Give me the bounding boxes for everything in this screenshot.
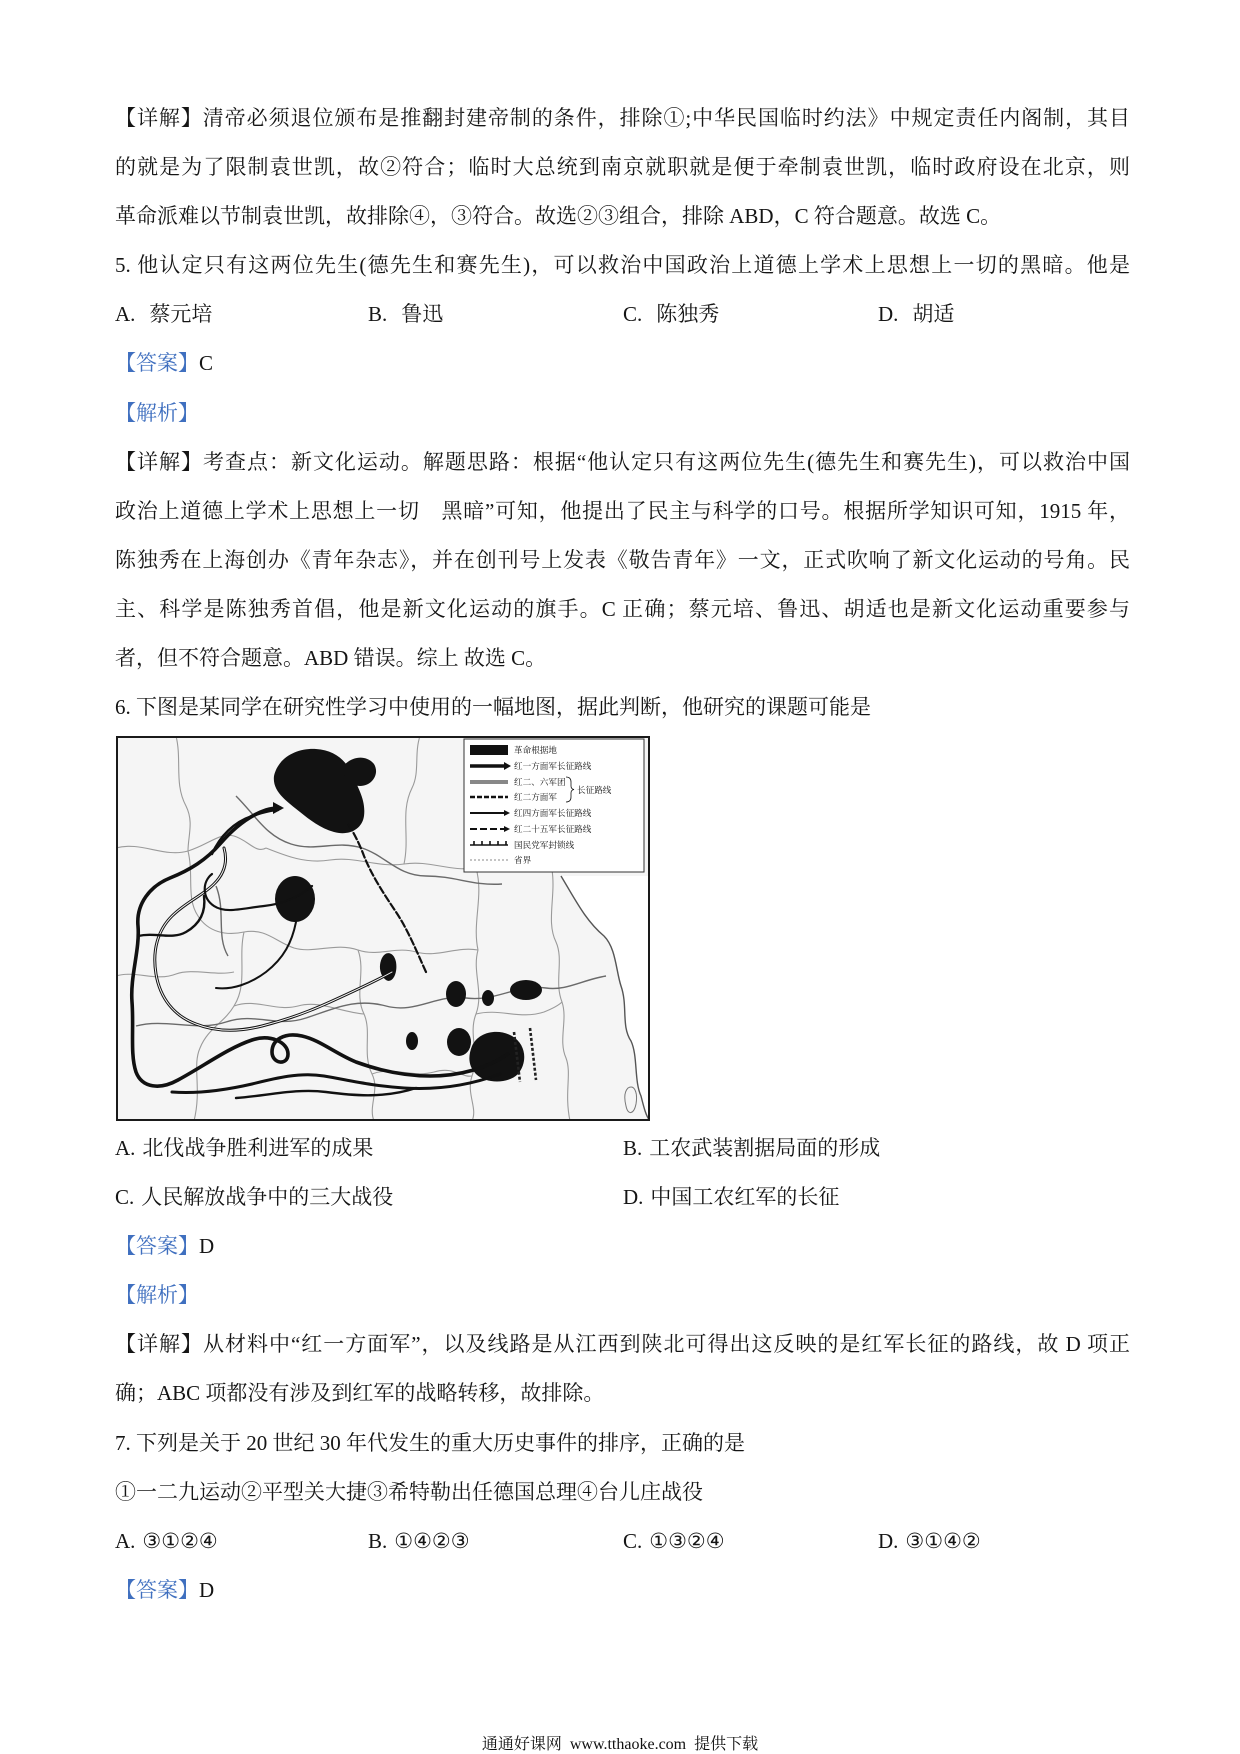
legend-label: 红二十五军长征路线 [514, 824, 592, 834]
q6-detail-line: 【详解】从材料中“红一方面军”，以及线路是从江西到陕北可得出这反映的是红军长征的路线，故 D 项正 [115, 1332, 1130, 1356]
q5-analysis-heading [115, 398, 1130, 428]
legend-box [464, 739, 644, 872]
analysis-label: 【解析】 [115, 1283, 199, 1307]
option-label: B. [368, 1529, 388, 1553]
option-label: D. [623, 1185, 644, 1209]
q5-detail-line: 陈独秀在上海创办《青年杂志》，并在创刊号上发表《敬告青年》一文，正式吹响了新文化运动的号角。民 [115, 548, 1130, 572]
option-text: ③①②④ [142, 1529, 218, 1553]
q7-option-b [368, 1526, 470, 1556]
legend-swatch-base-area [470, 745, 508, 755]
option-text: ①④②③ [394, 1529, 470, 1553]
revolutionary-base-area [446, 981, 466, 1007]
q4-detail-line: 【详解】清帝必须退位颁布是推翻封建帝制的条件，排除①;中华民国临时约法》中规定责任内阁制，其目 [115, 106, 1130, 130]
option-text: 胡适 [912, 302, 955, 326]
q4-detail-line: 革命派难以节制袁世凯，故排除④，③符合。故选②③组合，排除 ABD，C 符合题意。故选 C。 [115, 204, 1002, 228]
revolutionary-base-area [482, 990, 494, 1006]
answer-value: D [199, 1578, 215, 1602]
option-text: ①③②④ [649, 1529, 725, 1553]
answer-value: D [199, 1234, 215, 1258]
q5-answer [115, 348, 1130, 378]
option-label: D. [878, 1529, 899, 1553]
option-text: 人民解放战争中的三大战役 [141, 1185, 394, 1209]
legend-label: 国民党军封锁线 [514, 840, 575, 850]
answer-label: 【答案】 [115, 1234, 199, 1258]
legend-brace-label: 长征路线 [577, 785, 612, 795]
option-label: B. [368, 302, 388, 326]
option-label: C. [623, 1529, 643, 1553]
option-label: B. [623, 1136, 643, 1160]
q6-option-a [115, 1133, 373, 1163]
q6-option-d [623, 1182, 839, 1212]
q5-detail-line: 者，但不符合题意。ABD 错误。综上 故选 C。 [115, 646, 547, 670]
q6-option-b [623, 1133, 880, 1163]
option-label: A. [115, 1136, 136, 1160]
option-label: A. [115, 1529, 136, 1553]
q5-detail-line: 【详解】考查点：新文化运动。解题思路：根据“他认定只有这两位先生(德先生和赛先生)，可以救治中国 [115, 450, 1130, 474]
q7-answer [115, 1575, 1130, 1605]
revolutionary-base-area [275, 876, 315, 922]
option-label: C. [115, 1185, 135, 1209]
q7-stem: 7. 下列是关于 20 世纪 30 年代发生的重大历史事件的排序，正确的是 [115, 1431, 745, 1455]
map-legend [464, 739, 644, 872]
option-text: 中国工农红军的长征 [650, 1185, 840, 1209]
option-label: C. [623, 302, 643, 326]
option-text: 陈独秀 [656, 302, 720, 326]
q7-events: ①一二九运动②平型关大捷③希特勒出任德国总理④台儿庄战役 [115, 1480, 703, 1504]
q6-option-c [115, 1182, 393, 1212]
q5-detail-line: 主、科学是陈独秀首倡，他是新文化运动的旗手。C 正确；蔡元培、鲁迅、胡适也是新文化运动重要参与 [115, 597, 1130, 621]
analysis-label: 【解析】 [115, 401, 199, 425]
q6-stem: 6. 下图是某同学在研究性学习中使用的一幅地图，据此判断，他研究的课题可能是 [115, 695, 871, 719]
q7-option-d [878, 1526, 981, 1556]
revolutionary-base-area [447, 1028, 471, 1056]
q4-detail-line: 的就是为了限制袁世凯，故②符合；临时大总统到南京就职就是便于牵制袁世凯，临时政府设在北京，则 [115, 155, 1130, 179]
option-text: 鲁迅 [401, 302, 444, 326]
q5-option-b [368, 299, 443, 329]
q7-option-a [115, 1526, 218, 1556]
q5-option-a [115, 299, 212, 329]
legend-label: 革命根据地 [514, 745, 557, 755]
q6-analysis-heading [115, 1280, 1130, 1310]
option-text: 蔡元培 [149, 302, 213, 326]
legend-label: 红四方面军长征路线 [514, 808, 592, 818]
q5-detail-line: 政治上道德上学术上思想上一切 黑暗”可知，他提出了民主与科学的口号。根据所学知识可知，1915 年， [115, 499, 1130, 523]
legend-label: 红一方面军长征路线 [514, 761, 592, 771]
q5-option-c [623, 299, 719, 329]
q5-stem: 5. 他认定只有这两位先生(德先生和赛先生)，可以救治中国政治上道德上学术上思想上一切的黑暗。他是 [115, 253, 1130, 277]
long-march-map-image [116, 736, 650, 1121]
answer-label: 【答案】 [115, 351, 199, 375]
q6-answer [115, 1231, 1130, 1261]
option-text: 工农武装割据局面的形成 [649, 1136, 881, 1160]
option-label: D. [878, 302, 899, 326]
option-label: A. [115, 302, 136, 326]
page-footer: 通通好课网 www.tthaoke.com 提供下载 [481, 1736, 759, 1753]
q7-option-c [623, 1526, 725, 1556]
q6-detail-line: 确；ABC 项都没有涉及到红军的战略转移，故排除。 [115, 1381, 605, 1405]
legend-label: 省界 [514, 855, 532, 865]
revolutionary-base-area [510, 980, 542, 1000]
q5-option-d [878, 299, 954, 329]
legend-label: 红二方面军 [514, 792, 557, 802]
answer-label: 【答案】 [115, 1578, 199, 1602]
q6-map-figure [116, 736, 650, 1121]
revolutionary-base-area [406, 1032, 418, 1050]
option-text: ③①④② [905, 1529, 981, 1553]
answer-value: C [199, 351, 214, 375]
option-text: 北伐战争胜利进军的成果 [142, 1136, 374, 1160]
legend-label: 红二、六军团 [514, 777, 566, 787]
